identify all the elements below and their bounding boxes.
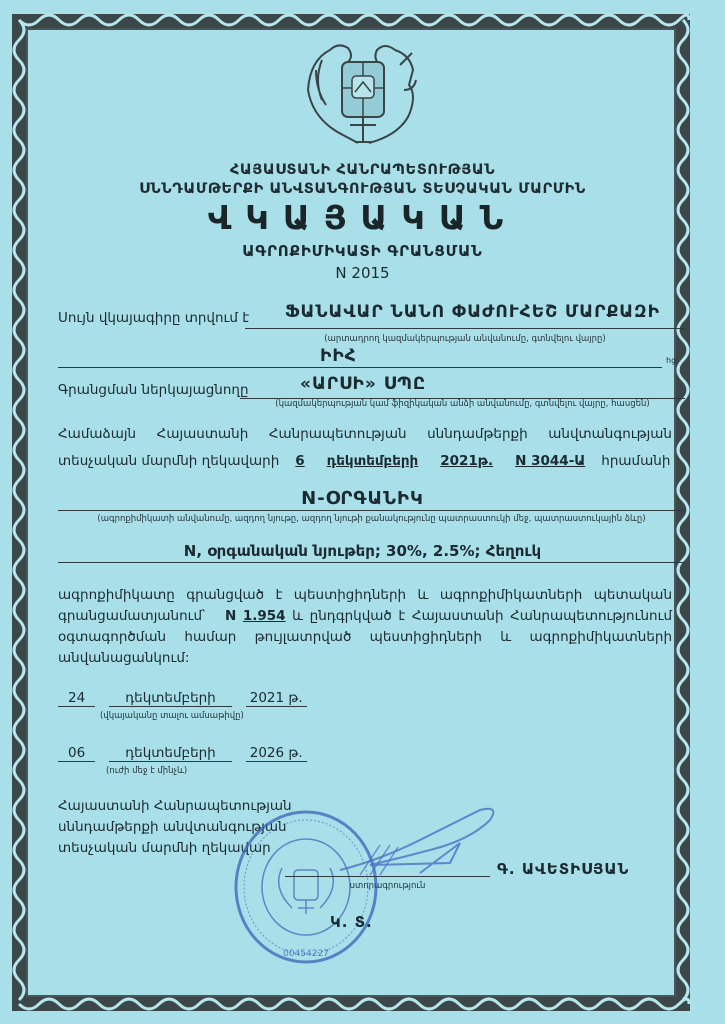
issue-day: 24 — [58, 690, 95, 707]
applicant-label: Գրանցման ներկայացնողը — [58, 382, 249, 398]
valid-month: դեկտեմբերի — [109, 745, 232, 762]
applicant-name: «ԱՐՍԻ» ՍՊԸ — [300, 374, 427, 394]
order-month: դեկտեմբերի — [326, 453, 419, 469]
issue-date — [58, 690, 307, 707]
order-line-2 — [58, 453, 672, 469]
header-line-2: ՍՆՆԴԱՄԹԵՐՔԻ ԱՆՎՏԱՆԳՈՒԹՅԱՆ ՏԵՍՉԱԿԱՆ ՄԱՐՄԻՆ — [139, 181, 586, 197]
issue-month: դեկտեմբերի — [109, 690, 232, 707]
signature-caption: ստորագրություն — [349, 881, 426, 891]
signatory-title-3: տեսչական մարմնի ղեկավար — [58, 840, 271, 856]
seal-mark: Կ. Տ. — [330, 913, 373, 931]
certificate-title: ՎԿԱՅԱԿԱՆ — [207, 198, 518, 237]
coat-of-arms-icon — [300, 30, 425, 150]
order-number: N 3044-Ա — [515, 453, 586, 469]
product-caption: (ագրոքիմիկատի անվանումը, ազդող նյութը, ազդող նյութի քանակությունը պատրաստուկի մեջ, պատրաստուկային ձևը) — [97, 514, 646, 524]
valid-until-date — [58, 745, 307, 762]
valid-year: 2026 թ. — [246, 745, 307, 762]
order-year: 2021թ. — [440, 453, 494, 469]
valid-until-caption: (ուժի մեջ է մինչև) — [106, 766, 188, 776]
header-line-1: ՀԱՅԱՍՏԱՆԻ ՀԱՆՐԱՊԵՏՈՒԹՅԱՆ — [229, 162, 496, 178]
svg-text:00454227: 00454227 — [283, 949, 329, 959]
issue-date-caption: (վկայականը տալու ամսաթիվը) — [100, 711, 244, 721]
registration-text-1: ագրոքիմիկատը գրանցված է պեստիցիդների և ագրոքիմիկատների պետական գրանցամատյանում՝ — [58, 587, 672, 624]
manufacturer-caption: (արտադրող կազմակերպության անվանումը, գտնվելու վայրը) — [324, 334, 606, 344]
registration-paragraph — [58, 585, 672, 669]
applicant-caption: (կազմակերպության կամ ֆիզիկական անձի անվանումը, գտնվելու վայրը, հասցեն) — [275, 399, 650, 409]
manufacturer-name: ՖԱՆԱՎԱՐ ՆԱՆՈ ՓԱԺՈՒՀԵՇ ՄԱՐՔԱԶԻ — [285, 302, 660, 322]
manufacturer-country: ԻԻՀ — [320, 346, 357, 366]
order-prefix: տեսչական մարմնի ղեկավարի — [58, 453, 280, 469]
country-suffix: hg — [666, 356, 677, 365]
country-line — [58, 347, 662, 368]
product-name: N-ՕՐԳԱՆԻԿ — [301, 488, 424, 509]
signatory-title-2: սննդամթերքի անվտանգության — [58, 819, 287, 835]
order-day: 6 — [295, 453, 305, 469]
order-suffix: հրամանի — [601, 453, 671, 469]
valid-day: 06 — [58, 745, 95, 762]
registration-prefix: N — [224, 608, 237, 624]
certificate-number: N 2015 — [335, 264, 390, 282]
signatory-title-1: Հայաստանի Հանրապետության — [58, 798, 292, 814]
product-composition: N, օրգանական նյութեր; 30%, 2.5%; Հեղուկ — [183, 542, 542, 560]
registration-text-2: և ընդգրկված է Հայաստանի Հանրապետությունում օգտագործման համար թույլատրված պեստիցիդների և ագրոքիմիկատների անվանացանկում: — [58, 608, 673, 666]
issue-year: 2021 թ. — [246, 690, 307, 707]
signature-line — [285, 860, 490, 877]
registration-number: 1.954 — [242, 608, 286, 624]
certificate-subtitle: ԱԳՐՈՔԻՄԻԿԱՏԻ ԳՐԱՆՑՄԱՆ — [242, 242, 483, 260]
order-text-line1: Համաձայն Հայաստանի Հանրապետության սննդամթերքի անվտանգության — [58, 426, 672, 442]
issued-to-label: Սույն վկայագիրը տրվում է — [58, 310, 250, 326]
signatory-name: Գ. ԱՎԵՏԻՍՅԱՆ — [497, 860, 630, 878]
